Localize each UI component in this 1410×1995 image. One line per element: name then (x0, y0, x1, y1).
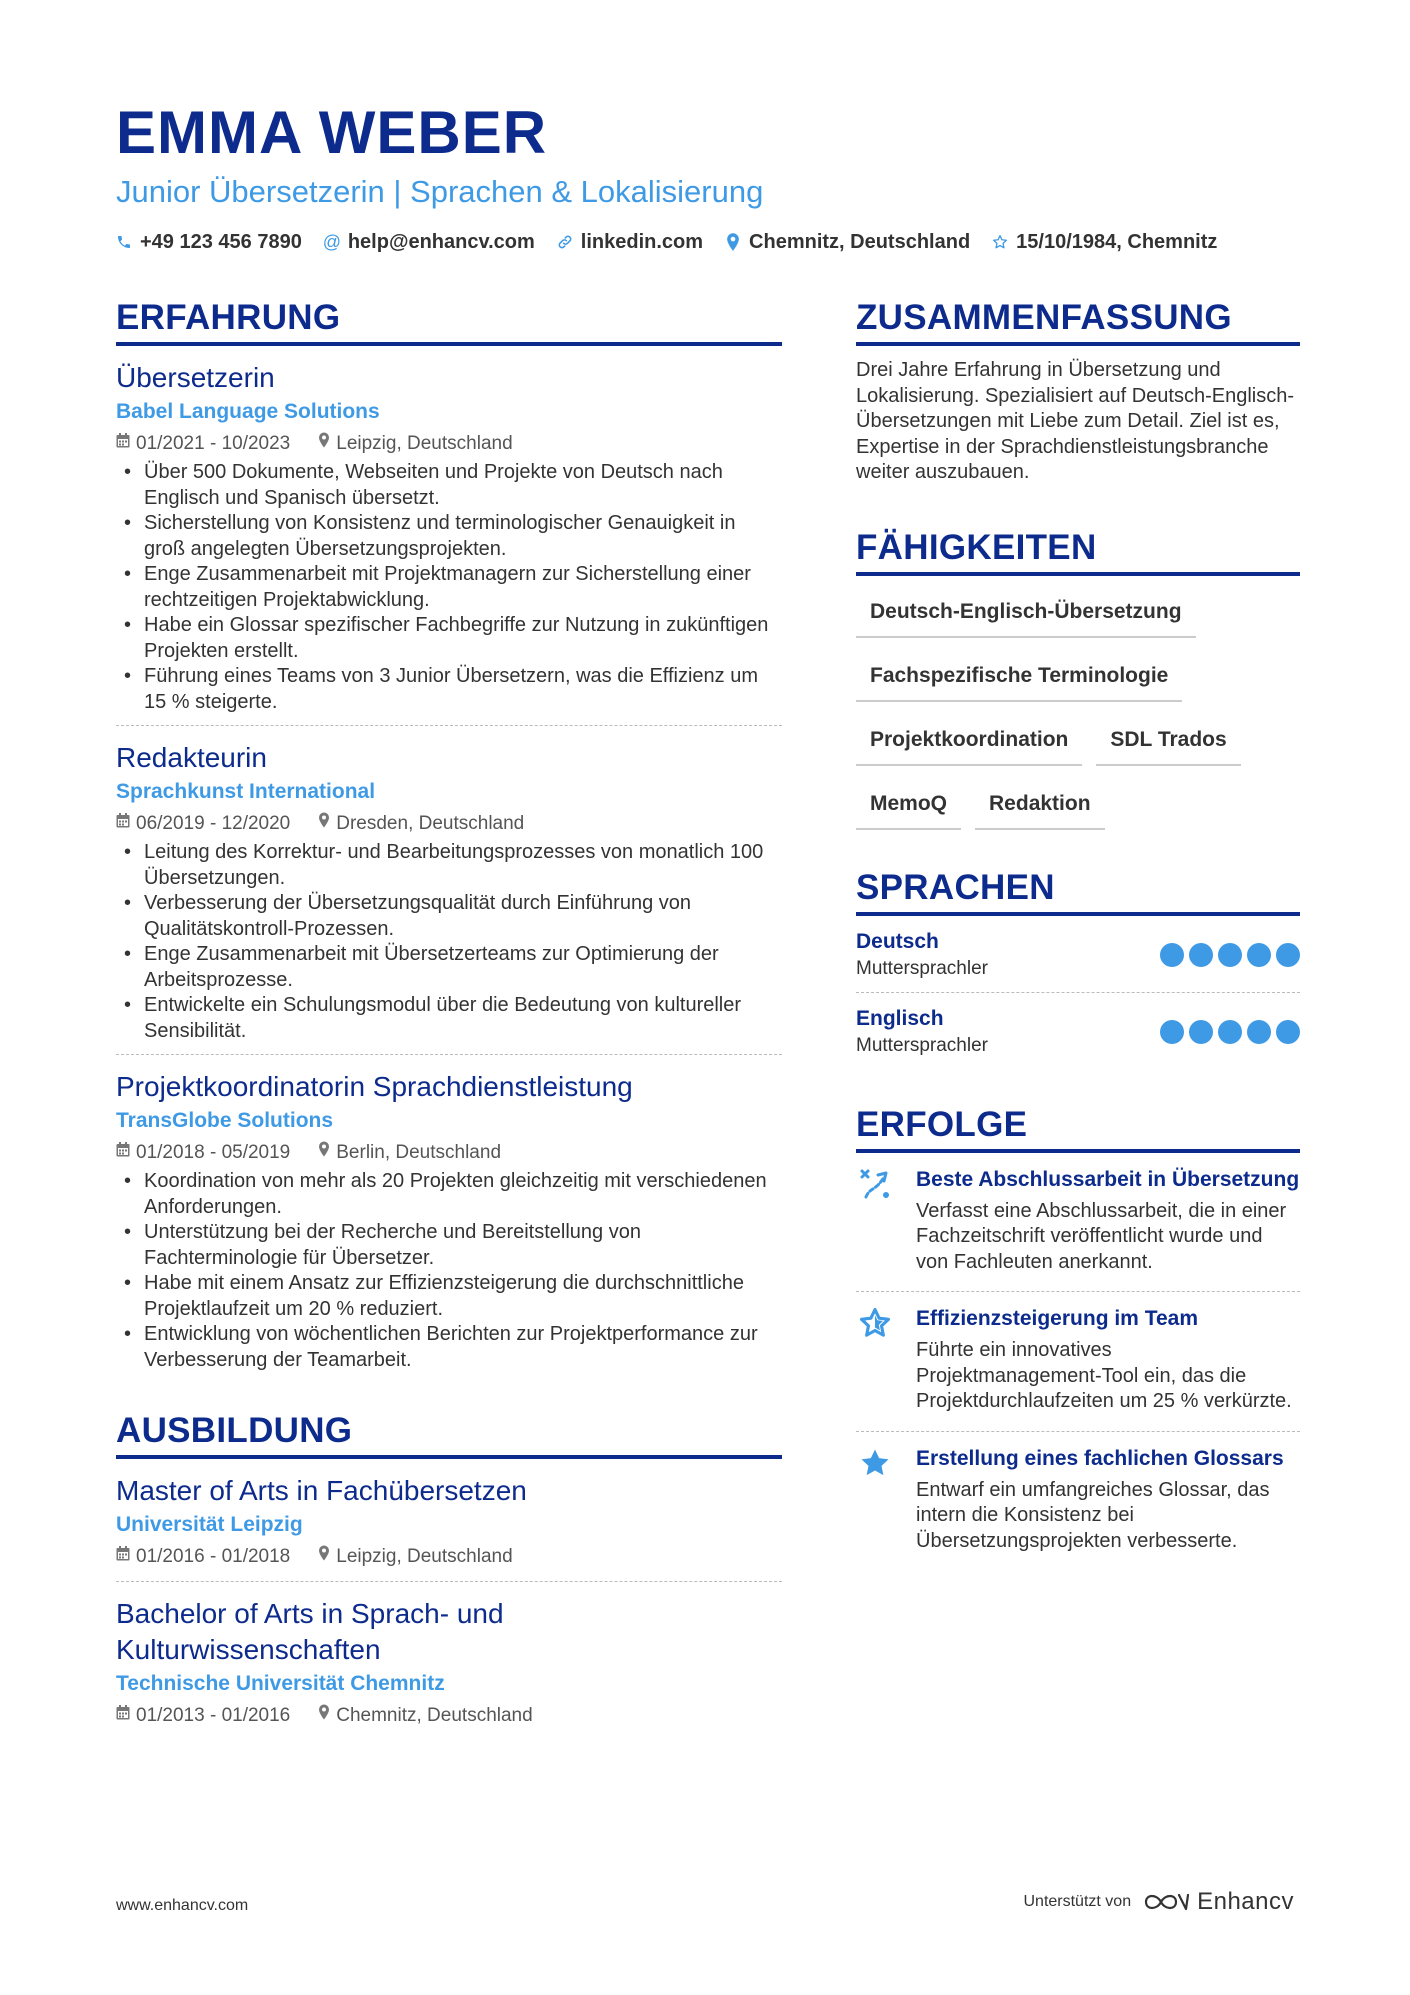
contact-birth (992, 228, 1217, 256)
footer-branding (1023, 1888, 1294, 1916)
achievement-list (116, 1169, 782, 1373)
entry-dates-text: 06/2019 - 12/2020 (136, 813, 291, 834)
entry-dates-text: 01/2013 - 01/2016 (136, 1705, 291, 1726)
bullet-item: • Sicherstellung von Konsistenz und terminologischer Genauigkeit in groß angelegten Übersetzungsprojekten. (116, 511, 782, 562)
contact-location (725, 228, 970, 256)
entry-dates (116, 1543, 290, 1571)
bullet-item: • Entwicklung von wöchentlichen Berichten zur Projektperformance zur Verbesserung der Teamarbeit. (116, 1322, 782, 1373)
calendar-icon (116, 810, 130, 838)
at-icon: @ (322, 232, 341, 252)
school-name: Universität Leipzig (116, 1513, 303, 1536)
entry-meta (116, 1139, 782, 1167)
entry-location-text: Berlin, Deutschland (336, 1142, 502, 1163)
entry-dates-text: 01/2021 - 10/2023 (136, 433, 291, 454)
education-section-title: AUSBILDUNG (116, 1409, 782, 1459)
bullet-item: • Enge Zusammenarbeit mit Projektmanagern zur Sicherstellung einer rechtzeitigen Projektabwicklung. (116, 562, 782, 613)
achievement-list (116, 460, 782, 715)
bullet-item: • Führung eines Teams von 3 Junior Übersetzern, was die Effizienz um 15 % steigerte. (116, 664, 782, 715)
footer-website[interactable]: www.enhancv.com (116, 1897, 249, 1914)
achievement-title: Beste Abschlussarbeit in Übersetzung (916, 1167, 1300, 1191)
bullet-item: • Habe mit einem Ansatz zur Effizienzsteigerung die durchschnittliche Projektlaufzeit um 20 % reduziert. (116, 1271, 782, 1322)
skill-tag: Projektkoordination (856, 718, 1082, 766)
entry-location (318, 1702, 532, 1730)
skills-section-title: FÄHIGKEITEN (856, 526, 1300, 576)
calendar-icon (116, 1702, 130, 1730)
achievement-description: Führte ein innovatives Projektmanagement-Tool ein, das die Projektdurchlaufzeiten um 25 % verkürzte. (916, 1339, 1292, 1412)
contact-linkedin[interactable] (557, 228, 703, 256)
contact-location-text: Chemnitz, Deutschland (749, 231, 971, 253)
strategy-icon (856, 1167, 900, 1276)
left-column (116, 296, 782, 1730)
rating-dot (1276, 1020, 1300, 1044)
job-title: Projektkoordinatorin Sprachdienstleistung (116, 1071, 633, 1102)
entry-location-text: Leipzig, Deutschland (336, 1546, 513, 1567)
achievement-title: Effizienzsteigerung im Team (916, 1307, 1198, 1330)
entry-location (318, 1543, 512, 1571)
languages-section-title: SPRACHEN (856, 866, 1300, 916)
right-column (856, 296, 1300, 1570)
contact-email[interactable] (324, 228, 535, 256)
entry-meta (116, 1543, 782, 1571)
experience-entry (116, 1054, 782, 1373)
rating-dot (1247, 1020, 1271, 1044)
entry-dates (116, 430, 290, 458)
language-rating (1155, 1020, 1300, 1044)
company-name: Sprachkunst International (116, 780, 376, 803)
contact-birth-text: 15/10/1984, Chemnitz (1016, 231, 1218, 253)
candidate-name: EMMA WEBER (116, 99, 548, 166)
experience-entry (116, 725, 782, 1044)
achievement-description: Entwarf ein umfangreiches Glossar, das intern die Konsistenz bei Übersetzungsprojekten verbesserte. (916, 1478, 1270, 1552)
contact-linkedin-text: linkedin.com (580, 231, 704, 253)
entry-location-text: Dresden, Deutschland (336, 813, 525, 834)
job-title: Übersetzerin (116, 362, 275, 393)
degree-title: Master of Arts in Fachübersetzen (116, 1475, 527, 1506)
entry-meta (116, 1702, 782, 1730)
degree-title: Bachelor of Arts in Sprach- und Kulturwissenschaften (116, 1598, 504, 1665)
rating-dot (1189, 1020, 1213, 1044)
location-icon (318, 1543, 330, 1571)
entry-location (318, 430, 512, 458)
company-name: Babel Language Solutions (116, 400, 380, 423)
job-title: Redakteurin (116, 742, 267, 773)
entry-location-text: Leipzig, Deutschland (336, 433, 513, 454)
achievement-item (856, 1291, 1300, 1431)
powered-by-text: Unterstützt von (1023, 1893, 1132, 1910)
bullet-item: • Verbesserung der Übersetzungsqualität durch Einführung von Qualitätskontroll-Prozessen. (116, 891, 782, 942)
experience-section-title: ERFAHRUNG (116, 296, 782, 346)
achievements-section-title: ERFOLGE (856, 1103, 1300, 1153)
skill-tag: Deutsch-Englisch-Übersetzung (856, 590, 1196, 638)
rating-dot (1276, 943, 1300, 967)
location-icon (318, 1702, 330, 1730)
contact-phone[interactable] (116, 228, 302, 256)
entry-dates (116, 1702, 290, 1730)
language-name: Englisch (856, 1006, 944, 1030)
entry-location (318, 1139, 501, 1167)
achievement-list (116, 840, 782, 1044)
bullet-item: • Unterstützung bei der Recherche und Bereitstellung von Fachterminologie für Übersetzer. (116, 1220, 782, 1271)
skill-tag: SDL Trados (1096, 718, 1240, 766)
skill-tag: Fachspezifische Terminologie (856, 654, 1182, 702)
brand-name: Enhancv (1197, 1888, 1294, 1915)
rating-dot (1218, 943, 1242, 967)
language-item (856, 916, 1300, 992)
contact-phone-text: +49 123 456 7890 (140, 231, 302, 253)
entry-meta (116, 430, 782, 458)
language-name: Deutsch (856, 929, 939, 953)
contact-email-text: help@enhancv.com (347, 231, 535, 253)
entry-dates-text: 01/2016 - 01/2018 (136, 1546, 291, 1567)
company-name: TransGlobe Solutions (116, 1109, 334, 1132)
rating-dot (1160, 943, 1184, 967)
entry-meta (116, 810, 782, 838)
location-icon (318, 1139, 330, 1167)
bullet-item: • Habe ein Glossar spezifischer Fachbegriffe zur Nutzung in zukünftigen Projekten erstellt. (116, 613, 782, 664)
location-icon (318, 810, 330, 838)
language-rating (1155, 943, 1300, 967)
bullet-item: • Leitung des Korrektur- und Bearbeitungsprozesses von monatlich 100 Übersetzungen. (116, 840, 782, 891)
education-entry (116, 1459, 782, 1571)
phone-icon (116, 234, 132, 250)
contact-bar (116, 228, 1239, 256)
bullet-item: • Koordination von mehr als 20 Projekten gleichzeitig mit verschiedenen Anforderungen. (116, 1169, 782, 1220)
rating-dot (1218, 1020, 1242, 1044)
skills-list (856, 590, 1300, 846)
calendar-icon (116, 430, 130, 458)
achievement-description: Verfasst eine Abschlussarbeit, die in einer Fachzeitschrift veröffentlicht wurde und von Fachleuten anerkannt. (916, 1199, 1287, 1273)
school-name: Technische Universität Chemnitz (116, 1672, 445, 1695)
calendar-icon (116, 1139, 130, 1167)
achievement-title: Erstellung eines fachlichen Glossars (916, 1446, 1284, 1470)
entry-dates (116, 810, 290, 838)
bullet-item: • Über 500 Dokumente, Webseiten und Projekte von Deutsch nach Englisch und Spanisch übersetzt. (116, 460, 782, 511)
summary-section-title: ZUSAMMENFASSUNG (856, 296, 1300, 346)
achievement-item (856, 1431, 1300, 1571)
bullet-item: • Entwickelte ein Schulungsmodul über die Bedeutung von kultureller Sensibilität. (116, 993, 782, 1044)
link-icon (557, 234, 573, 250)
entry-location (318, 810, 524, 838)
candidate-headline: Junior Übersetzerin | Sprachen & Lokalisierung (116, 174, 764, 209)
enhancv-logo-icon (1143, 1890, 1189, 1914)
language-level: Muttersprachler (856, 957, 988, 979)
skill-tag: Redaktion (975, 782, 1105, 830)
bullet-item: • Enge Zusammenarbeit mit Übersetzerteams zur Optimierung der Arbeitsprozesse. (116, 942, 782, 993)
summary-text: Drei Jahre Erfahrung in Übersetzung und Lokalisierung. Spezialisiert auf Deutsch-Englisch-Übersetzungen mit Liebe zum Detail. Ziel ist es, Expertise in der Sprachdienstleistungsbranche weiter auszubauen. (856, 359, 1294, 483)
language-item (856, 992, 1300, 1069)
entry-location-text: Chemnitz, Deutschland (336, 1705, 533, 1726)
entry-dates-text: 01/2018 - 05/2019 (136, 1142, 291, 1163)
entry-dates (116, 1139, 290, 1167)
rating-dot (1247, 943, 1271, 967)
achievement-item (856, 1153, 1300, 1292)
education-entry (116, 1581, 782, 1730)
star-icon (992, 233, 1008, 251)
star-filled-icon (856, 1446, 900, 1555)
calendar-icon (116, 1543, 130, 1571)
experience-entry (116, 346, 782, 715)
rating-dot (1189, 943, 1213, 967)
rating-dot (1160, 1020, 1184, 1044)
location-icon (725, 233, 741, 251)
location-icon (318, 430, 330, 458)
skill-tag: MemoQ (856, 782, 961, 830)
language-level: Muttersprachler (856, 1034, 988, 1056)
star-outline-icon (856, 1306, 900, 1415)
